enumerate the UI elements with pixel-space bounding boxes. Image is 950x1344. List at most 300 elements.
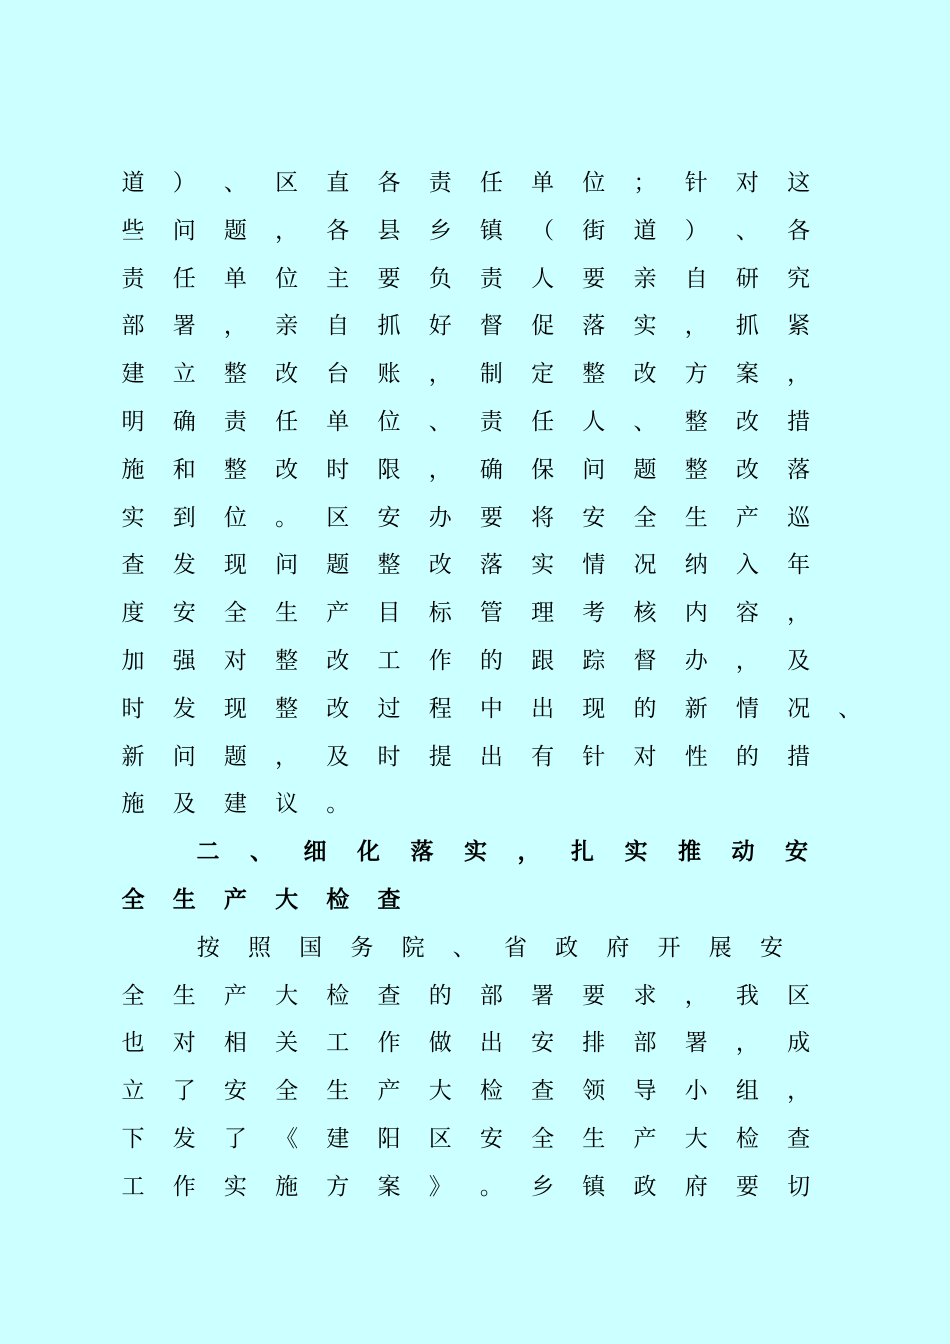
glyph: ， <box>223 313 247 340</box>
glyph: （ <box>531 217 555 244</box>
glyph: 要 <box>377 265 401 292</box>
glyph: 巡 <box>787 504 811 531</box>
glyph: 求 <box>633 982 657 1009</box>
glyph: 纳 <box>684 552 708 579</box>
glyph: ； <box>633 170 657 196</box>
glyph: 省 <box>503 934 527 961</box>
glyph: 议 <box>275 791 299 818</box>
glyph: 开 <box>657 934 681 961</box>
glyph: 整 <box>582 361 606 388</box>
glyph: 、 <box>633 409 657 435</box>
glyph: 各 <box>787 217 811 244</box>
glyph: 府 <box>684 1173 708 1200</box>
glyph: 程 <box>428 695 452 722</box>
body-text-line <box>0 407 950 455</box>
glyph: 题 <box>223 743 247 770</box>
glyph: 安 <box>531 1030 555 1057</box>
glyph: 确 <box>172 409 196 435</box>
glyph: 作 <box>172 1173 196 1200</box>
body-text-line <box>0 694 950 742</box>
glyph: 、 <box>735 217 759 244</box>
glyph: 查 <box>121 552 145 579</box>
glyph: 镇 <box>479 217 503 244</box>
glyph: 实 <box>223 1173 247 1200</box>
glyph: 相 <box>223 1030 247 1057</box>
glyph: 化 <box>357 839 380 866</box>
glyph: 产 <box>223 982 247 1009</box>
glyph: 任 <box>531 409 555 435</box>
glyph: ， <box>787 600 811 627</box>
glyph: 人 <box>582 409 606 435</box>
glyph: 单 <box>531 170 555 196</box>
glyph: 街 <box>582 217 606 244</box>
glyph: ， <box>275 217 299 244</box>
glyph: 到 <box>172 504 196 531</box>
glyph: ， <box>684 982 708 1009</box>
glyph: 责 <box>479 265 503 292</box>
glyph: 加 <box>121 648 145 674</box>
glyph: 产 <box>735 504 759 531</box>
glyph: 安 <box>377 504 401 531</box>
glyph: 问 <box>172 743 196 770</box>
glyph: 署 <box>531 982 555 1009</box>
glyph: 问 <box>275 552 299 579</box>
glyph: 实 <box>633 313 657 340</box>
glyph: 要 <box>582 982 606 1009</box>
glyph: 落 <box>582 313 606 340</box>
glyph: 和 <box>172 456 196 483</box>
glyph: 乡 <box>531 1173 555 1200</box>
glyph: 全 <box>121 982 145 1009</box>
glyph: 全 <box>121 887 145 913</box>
glyph: 切 <box>787 1173 811 1200</box>
glyph: 署 <box>684 1030 708 1057</box>
glyph: 实 <box>624 839 648 866</box>
glyph: 直 <box>326 170 350 196</box>
glyph: 生 <box>684 504 708 531</box>
glyph: ， <box>787 1078 811 1105</box>
glyph: 区 <box>275 170 299 196</box>
glyph: 务 <box>350 934 374 961</box>
glyph: ， <box>684 313 708 340</box>
glyph: 负 <box>428 265 452 292</box>
glyph: 产 <box>326 600 350 627</box>
glyph: 展 <box>708 934 732 961</box>
glyph: 查 <box>787 1126 811 1152</box>
glyph: 安 <box>479 1126 503 1152</box>
glyph: 领 <box>582 1078 606 1105</box>
glyph: 强 <box>172 648 196 674</box>
glyph: 保 <box>531 456 555 483</box>
glyph: 检 <box>735 1126 759 1152</box>
glyph: 账 <box>377 361 401 388</box>
glyph: 制 <box>479 361 503 388</box>
body-text-line <box>0 1124 950 1172</box>
glyph: 细 <box>303 839 327 866</box>
glyph: 定 <box>531 361 555 388</box>
glyph: 实 <box>121 504 145 531</box>
glyph: 促 <box>531 313 555 340</box>
glyph: 查 <box>377 982 401 1009</box>
glyph: 做 <box>428 1030 452 1057</box>
glyph: 按 <box>196 934 220 961</box>
glyph: 措 <box>787 743 811 770</box>
glyph: 方 <box>684 361 708 388</box>
glyph: 动 <box>731 839 755 866</box>
body-text-line <box>0 264 950 312</box>
glyph: 府 <box>606 934 630 961</box>
glyph: 时 <box>326 456 350 483</box>
glyph: 、 <box>838 695 862 722</box>
glyph: 院 <box>401 934 425 961</box>
glyph: 年 <box>787 552 811 579</box>
glyph: 安 <box>172 600 196 627</box>
glyph: 亲 <box>633 265 657 292</box>
glyph: 人 <box>531 265 555 292</box>
glyph: 整 <box>275 695 299 722</box>
glyph: 的 <box>735 743 759 770</box>
glyph: 全 <box>633 504 657 531</box>
glyph: 工 <box>326 1030 350 1057</box>
body-text-line <box>0 311 950 359</box>
glyph: 实 <box>531 552 555 579</box>
glyph: 情 <box>735 695 759 722</box>
glyph: 及 <box>787 648 811 674</box>
glyph: 全 <box>531 1126 555 1152</box>
glyph: 研 <box>735 265 759 292</box>
glyph: 《 <box>275 1126 299 1152</box>
glyph: 建 <box>223 791 247 818</box>
glyph: 发 <box>172 552 196 579</box>
glyph: 我 <box>735 982 759 1009</box>
glyph: 扎 <box>571 839 594 866</box>
body-text-line <box>0 742 950 790</box>
glyph: 责 <box>223 409 247 435</box>
glyph: 入 <box>735 552 759 579</box>
body-text-line <box>0 789 950 837</box>
glyph: ， <box>428 361 452 388</box>
glyph: 位 <box>582 170 606 196</box>
body-text-line <box>0 933 950 981</box>
glyph: 。 <box>275 504 299 531</box>
body-text-line <box>0 168 950 216</box>
glyph: 将 <box>531 504 555 531</box>
glyph: 发 <box>172 695 196 722</box>
glyph: 全 <box>223 600 247 627</box>
glyph: 责 <box>121 265 145 292</box>
glyph: 二 <box>196 839 220 866</box>
glyph: 理 <box>531 600 555 627</box>
glyph: 管 <box>479 600 503 627</box>
glyph: 排 <box>582 1030 606 1057</box>
glyph: 现 <box>223 695 247 722</box>
glyph: 对 <box>735 170 759 196</box>
glyph: 现 <box>223 552 247 579</box>
glyph: 查 <box>531 1078 555 1105</box>
glyph: 区 <box>787 982 811 1009</box>
glyph: 署 <box>172 313 196 340</box>
glyph: 单 <box>326 409 350 435</box>
glyph: 紧 <box>787 313 811 340</box>
glyph: 这 <box>787 170 811 196</box>
glyph: 生 <box>172 982 196 1009</box>
glyph: 改 <box>428 552 452 579</box>
glyph: 整 <box>377 552 401 579</box>
glyph: 工 <box>121 1173 145 1200</box>
glyph: 道 <box>633 217 657 244</box>
glyph: 标 <box>428 600 452 627</box>
glyph: 生 <box>326 1078 350 1105</box>
glyph: 作 <box>428 648 452 674</box>
glyph: 案 <box>377 1173 401 1200</box>
glyph: 整 <box>223 456 247 483</box>
glyph: 责 <box>479 409 503 435</box>
glyph: 究 <box>787 265 811 292</box>
glyph: 改 <box>275 456 299 483</box>
glyph: 提 <box>428 743 452 770</box>
glyph: 大 <box>428 1078 452 1105</box>
glyph: 镇 <box>582 1173 606 1200</box>
glyph: 限 <box>377 456 401 483</box>
glyph: 案 <box>735 361 759 388</box>
glyph: 新 <box>684 695 708 722</box>
glyph: 自 <box>326 313 350 340</box>
glyph: 针 <box>684 170 708 196</box>
glyph: 工 <box>377 648 401 674</box>
glyph: 。 <box>326 791 350 818</box>
glyph: 出 <box>531 695 555 722</box>
glyph: 中 <box>479 695 503 722</box>
glyph: 整 <box>275 648 299 674</box>
glyph: 情 <box>582 552 606 579</box>
glyph: 方 <box>326 1173 350 1200</box>
glyph: 要 <box>735 1173 759 1200</box>
glyph: 也 <box>121 1030 145 1057</box>
glyph: 成 <box>787 1030 811 1057</box>
glyph: 督 <box>479 313 503 340</box>
glyph: 要 <box>582 265 606 292</box>
glyph: 政 <box>633 1173 657 1200</box>
glyph: 下 <box>121 1126 145 1152</box>
glyph: 主 <box>326 265 350 292</box>
body-text-line <box>0 455 950 503</box>
glyph: 施 <box>121 791 145 818</box>
glyph: 的 <box>428 982 452 1009</box>
glyph: 明 <box>121 409 145 435</box>
glyph: 检 <box>326 982 350 1009</box>
glyph: 改 <box>633 361 657 388</box>
body-text-line <box>0 981 950 1029</box>
glyph: 生 <box>582 1126 606 1152</box>
glyph: 问 <box>172 217 196 244</box>
glyph: 导 <box>633 1078 657 1105</box>
glyph: 大 <box>275 887 299 913</box>
body-text-line <box>0 598 950 646</box>
glyph: 任 <box>479 170 503 196</box>
glyph: 踪 <box>582 648 606 674</box>
glyph: 发 <box>172 1126 196 1152</box>
glyph: 作 <box>377 1030 401 1057</box>
body-text-line <box>0 646 950 694</box>
glyph: ， <box>735 1030 759 1057</box>
glyph: 任 <box>275 409 299 435</box>
glyph: 确 <box>479 456 503 483</box>
glyph: 考 <box>582 600 606 627</box>
glyph: 政 <box>555 934 579 961</box>
glyph: 产 <box>223 887 247 913</box>
glyph: ， <box>735 648 759 674</box>
glyph: 位 <box>377 409 401 435</box>
glyph: 办 <box>428 504 452 531</box>
glyph: 任 <box>172 265 196 292</box>
glyph: 检 <box>479 1078 503 1105</box>
glyph: ， <box>517 839 541 866</box>
glyph: 改 <box>326 695 350 722</box>
glyph: 况 <box>633 552 657 579</box>
glyph: ） <box>172 170 196 196</box>
glyph: 的 <box>633 695 657 722</box>
glyph: 内 <box>684 600 708 627</box>
glyph: 针 <box>582 743 606 770</box>
glyph: 的 <box>479 648 503 674</box>
glyph: 区 <box>326 504 350 531</box>
glyph: 部 <box>633 1030 657 1057</box>
glyph: 抓 <box>377 313 401 340</box>
glyph: 国 <box>299 934 323 961</box>
glyph: 抓 <box>735 313 759 340</box>
glyph: 各 <box>377 170 401 196</box>
glyph: 措 <box>787 409 811 435</box>
body-text-line <box>0 550 950 598</box>
glyph: 督 <box>633 648 657 674</box>
glyph: 安 <box>759 934 783 961</box>
glyph: 题 <box>223 217 247 244</box>
glyph: 检 <box>326 887 350 913</box>
body-text-line <box>0 1172 950 1220</box>
glyph: 有 <box>531 743 555 770</box>
glyph: 目 <box>377 600 401 627</box>
glyph: 、 <box>428 409 452 435</box>
glyph: 时 <box>377 743 401 770</box>
glyph: 组 <box>735 1078 759 1105</box>
body-text-line <box>0 1028 950 1076</box>
glyph: 题 <box>633 456 657 483</box>
glyph: 亲 <box>275 313 299 340</box>
glyph: 大 <box>275 982 299 1009</box>
glyph: 落 <box>787 456 811 483</box>
glyph: ， <box>428 456 452 483</box>
glyph: 小 <box>684 1078 708 1105</box>
glyph: 立 <box>172 361 196 388</box>
glyph: 些 <box>121 217 145 244</box>
glyph: 整 <box>684 456 708 483</box>
glyph: 落 <box>479 552 503 579</box>
glyph: 改 <box>735 456 759 483</box>
glyph: 产 <box>377 1078 401 1105</box>
glyph: 改 <box>735 409 759 435</box>
glyph: 度 <box>121 600 145 627</box>
glyph: 要 <box>479 504 503 531</box>
glyph: 台 <box>326 361 350 388</box>
glyph: 对 <box>172 1030 196 1057</box>
body-text-line <box>0 216 950 264</box>
glyph: 题 <box>326 552 350 579</box>
glyph: 道 <box>121 170 145 196</box>
glyph: 跟 <box>531 648 555 674</box>
glyph: 实 <box>464 839 487 866</box>
glyph: 部 <box>479 982 503 1009</box>
glyph: 大 <box>684 1126 708 1152</box>
glyph: 整 <box>684 409 708 435</box>
glyph: 推 <box>678 839 701 866</box>
glyph: 县 <box>377 217 401 244</box>
glyph: 出 <box>479 743 503 770</box>
glyph: 性 <box>684 743 708 770</box>
glyph: 改 <box>326 648 350 674</box>
glyph: 落 <box>410 839 434 866</box>
glyph: 改 <box>275 361 299 388</box>
glyph: 单 <box>223 265 247 292</box>
glyph: 全 <box>275 1078 299 1105</box>
glyph: 照 <box>247 934 271 961</box>
glyph: 、 <box>250 839 273 866</box>
glyph: 问 <box>582 456 606 483</box>
glyph: 部 <box>121 313 145 340</box>
glyph: 容 <box>735 600 759 627</box>
body-text-line <box>0 359 950 407</box>
glyph: 生 <box>275 600 299 627</box>
glyph: 产 <box>633 1126 657 1152</box>
glyph: 、 <box>223 170 247 196</box>
glyph: 新 <box>121 743 145 770</box>
glyph: 时 <box>121 695 145 722</box>
glyph: 现 <box>582 695 606 722</box>
body-text-line <box>0 1076 950 1124</box>
glyph: 过 <box>377 695 401 722</box>
glyph: 生 <box>172 887 196 913</box>
section-heading-line <box>0 837 950 885</box>
glyph: 了 <box>172 1078 196 1105</box>
glyph: 查 <box>377 887 401 913</box>
glyph: 施 <box>121 456 145 483</box>
glyph: 办 <box>684 648 708 674</box>
glyph: 区 <box>428 1126 452 1152</box>
glyph: 建 <box>121 361 145 388</box>
glyph: 好 <box>428 313 452 340</box>
section-heading-line <box>0 885 950 933</box>
glyph: 安 <box>223 1078 247 1105</box>
glyph: ， <box>275 743 299 770</box>
glyph: 责 <box>428 170 452 196</box>
glyph: 况 <box>787 695 811 722</box>
glyph: 立 <box>121 1078 145 1105</box>
glyph: ） <box>684 217 708 244</box>
glyph: 位 <box>223 504 247 531</box>
glyph: ， <box>787 361 811 388</box>
glyph: 整 <box>223 361 247 388</box>
body-text-line <box>0 503 950 551</box>
glyph: 核 <box>633 600 657 627</box>
glyph: 建 <box>326 1126 350 1152</box>
glyph: 对 <box>633 743 657 770</box>
glyph: 乡 <box>428 217 452 244</box>
glyph: 。 <box>479 1173 503 1200</box>
glyph: 安 <box>785 839 808 866</box>
glyph: 各 <box>326 217 350 244</box>
glyph: 关 <box>275 1030 299 1057</box>
glyph: 对 <box>223 648 247 674</box>
glyph: 及 <box>326 743 350 770</box>
